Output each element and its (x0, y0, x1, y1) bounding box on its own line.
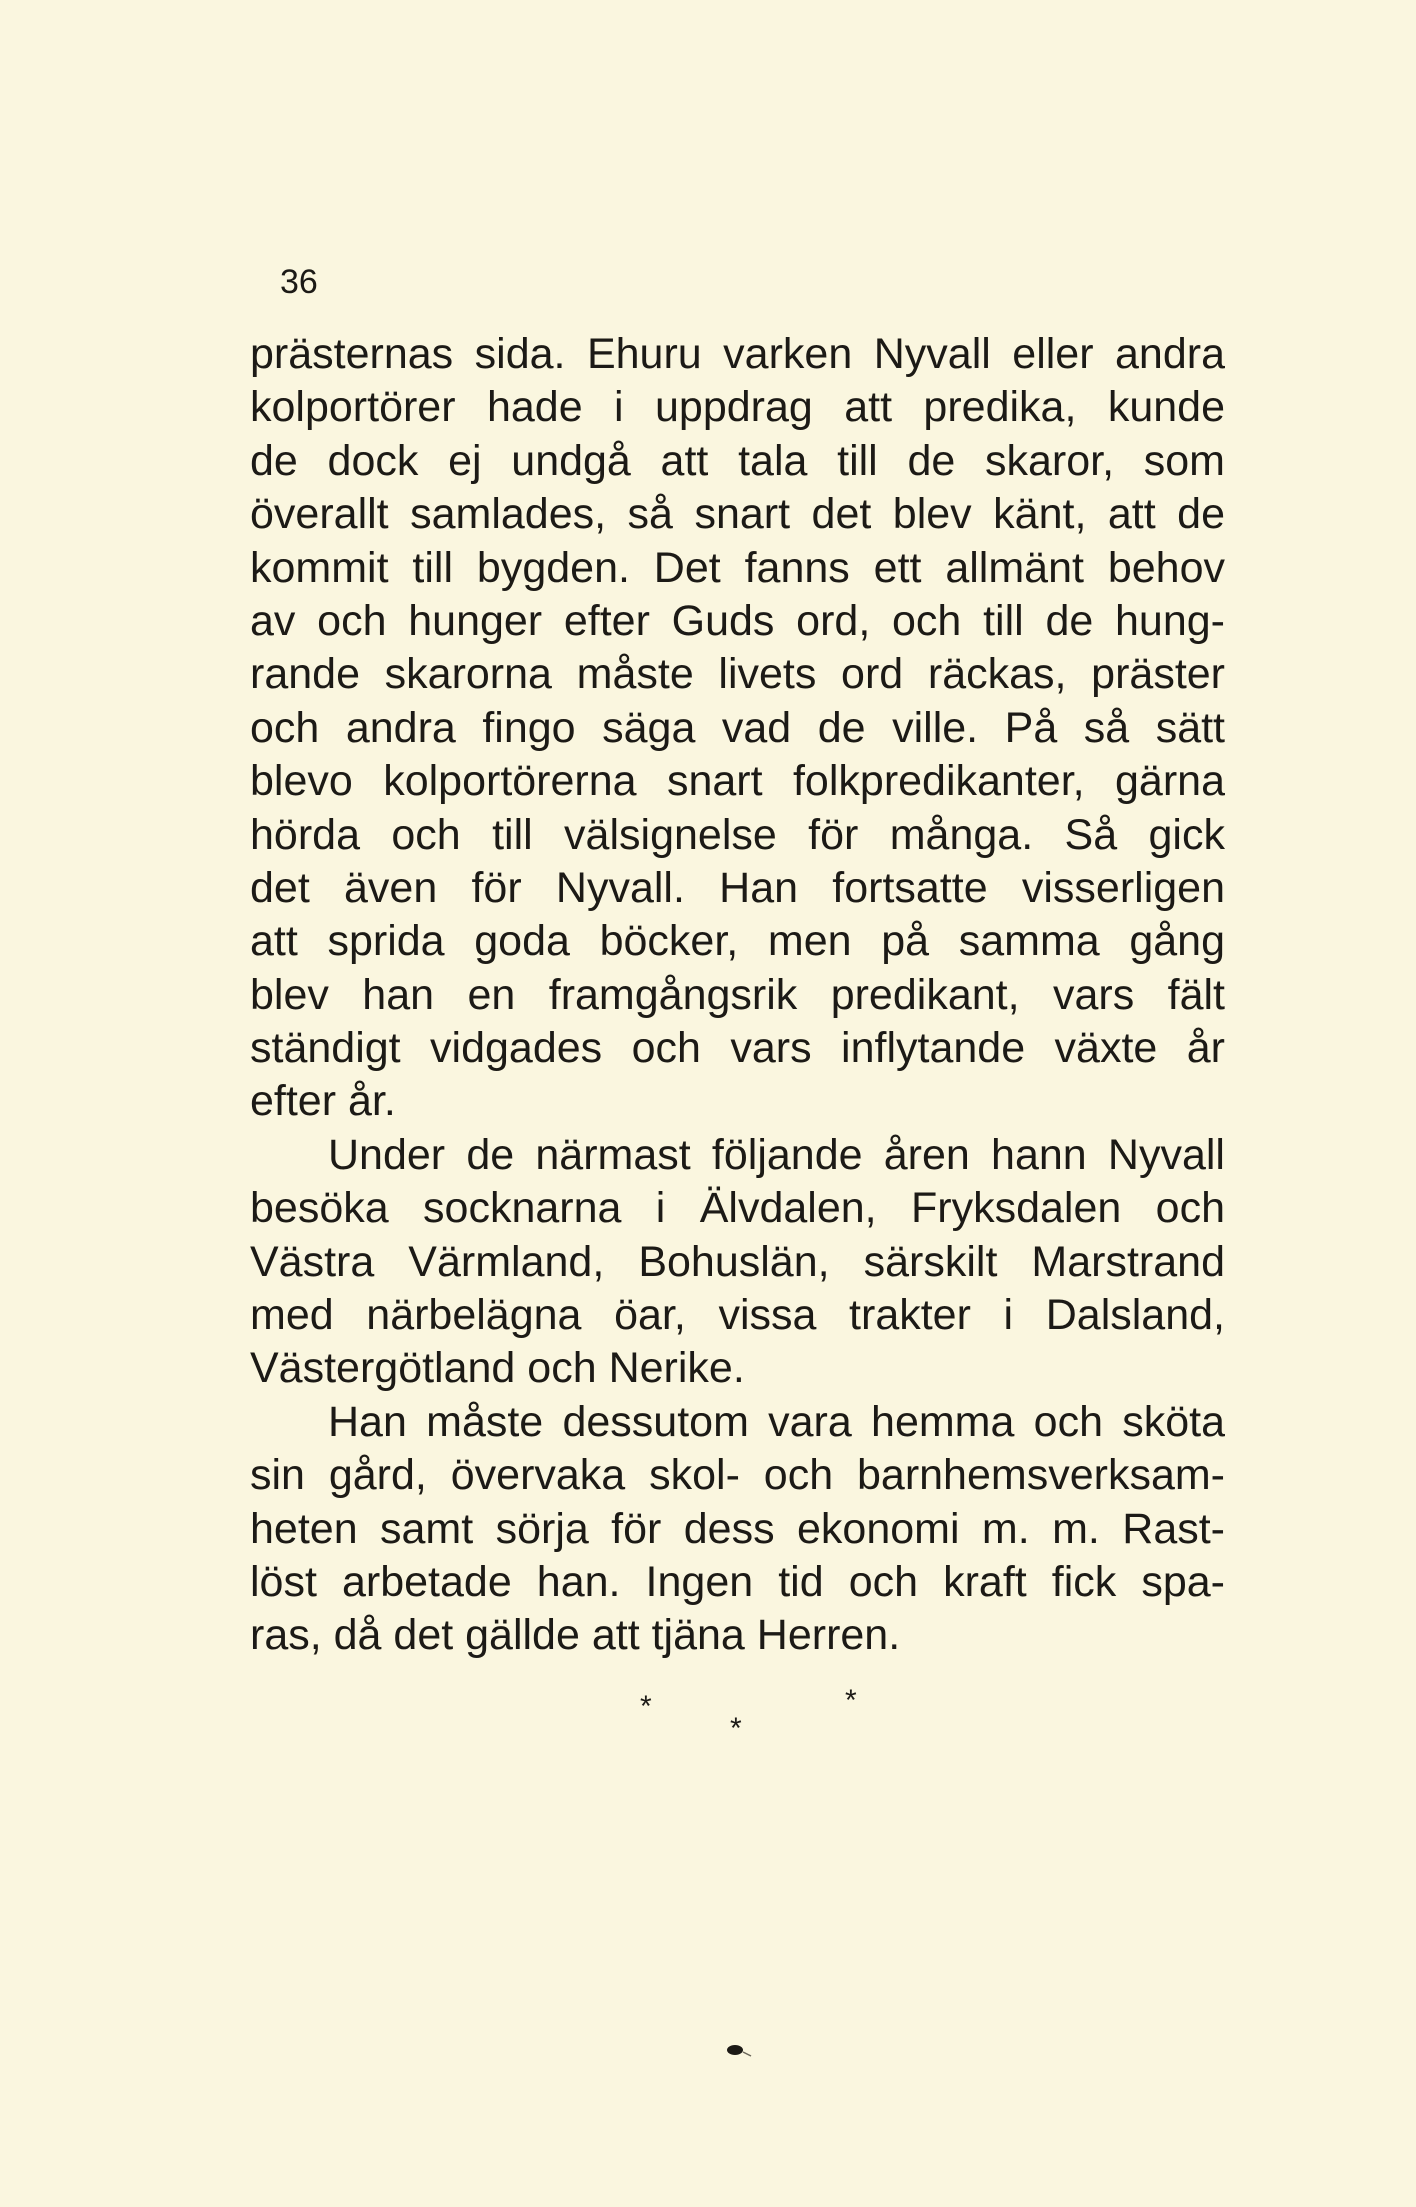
text-line: besöka socknarna i Älvdalen, Fryksdalen och (250, 1184, 1225, 1233)
text-line: rande skarorna måste livets ord räckas, präster (250, 650, 1225, 699)
text-line: att sprida goda böcker, men på samma gång (250, 917, 1225, 966)
text-line: prästernas sida. Ehuru varken Nyvall eller andra (250, 330, 1225, 378)
text-line: ras, då det gällde att tjäna Herren. (250, 1611, 901, 1660)
text-line: blevo kolportörerna snart folkpredikanter, gärna (250, 757, 1225, 806)
text-line: blev han en framgångsrik predikant, vars fält (250, 970, 1225, 1019)
text-line: heten samt sörja för dess ekonomi m. m. Rast- (250, 1504, 1225, 1553)
ink-speck-mark (725, 2040, 755, 2060)
text-line: Under de närmast följande åren hann Nyvall (328, 1130, 1225, 1179)
asterisk: * (845, 1684, 857, 1717)
text-line: överallt samlades, så snart det blev känt, att de (250, 490, 1225, 539)
text-line: löst arbetade han. Ingen tid och kraft fick spa- (250, 1557, 1225, 1606)
text-line: efter år. (250, 1077, 396, 1126)
text-line: ständigt vidgades och vars inflytande växte år (250, 1024, 1225, 1073)
text-line: av och hunger efter Guds ord, och till de hung- (250, 596, 1225, 645)
text-line: kolportörer hade i uppdrag att predika, kunde (250, 383, 1225, 432)
asterisk: * (730, 1712, 742, 1745)
text-line: det även för Nyvall. Han fortsatte visserligen (250, 863, 1225, 912)
text-line: de dock ej undgå att tala till de skaror, som (250, 436, 1225, 485)
section-break (630, 1684, 870, 1770)
text-line: Västra Värmland, Bohuslän, särskilt Marstrand (250, 1237, 1225, 1286)
body-text (250, 328, 1225, 1663)
text-line: och andra fingo säga vad de ville. På så sätt (250, 703, 1225, 752)
text-line: Västergötland och Nerike. (250, 1344, 745, 1393)
text-line: hörda och till välsignelse för många. Så gick (250, 810, 1225, 859)
text-line: Han måste dessutom vara hemma och sköta (328, 1397, 1225, 1446)
text-line: med närbelägna öar, vissa trakter i Dalsland, (250, 1291, 1225, 1340)
text-line: kommit till bygden. Det fanns ett allmänt behov (250, 543, 1225, 592)
page-number: 36 (280, 263, 318, 301)
text-line: sin gård, övervaka skol- och barnhemsverksam- (250, 1451, 1225, 1500)
asterisk: * (640, 1690, 652, 1723)
